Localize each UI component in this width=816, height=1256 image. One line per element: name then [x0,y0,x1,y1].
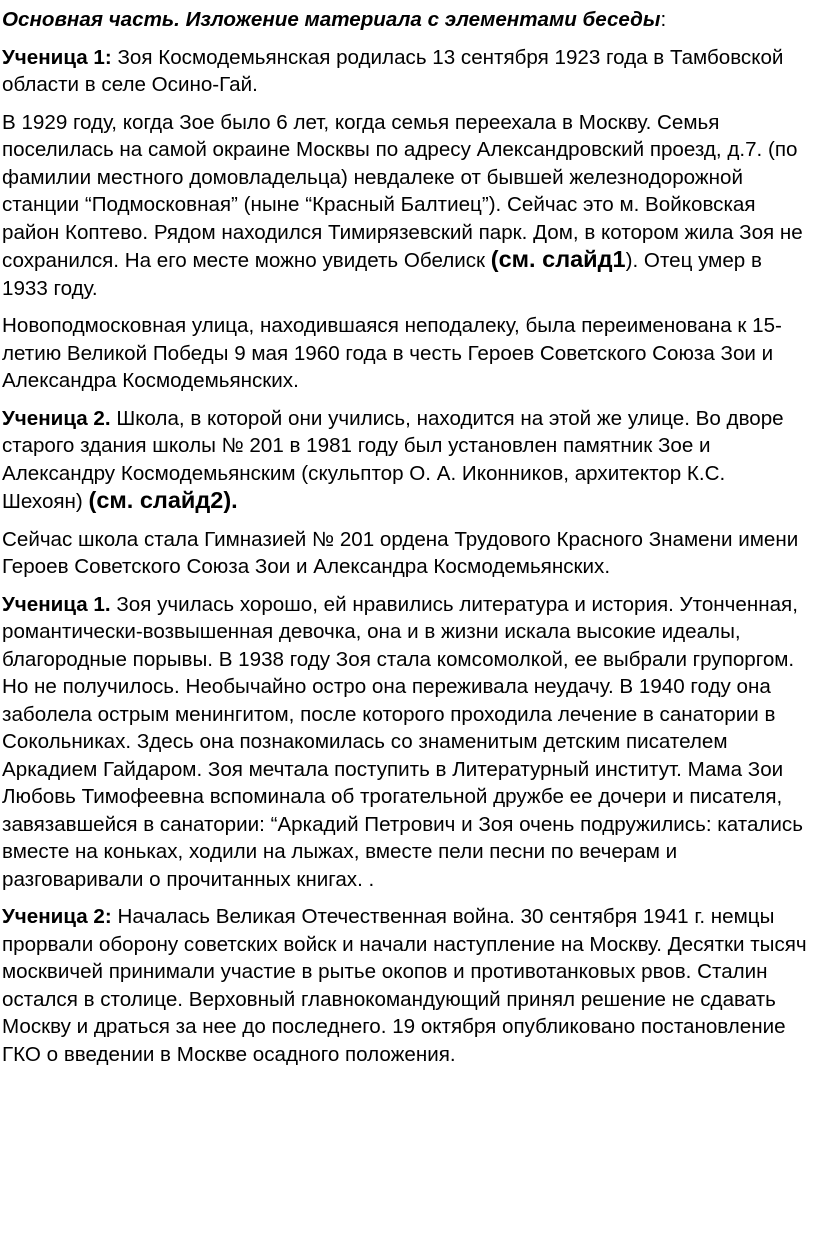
paragraph-5 [2,526,808,581]
paragraph-text: Сейчас школа стала Гимназией № 201 ордена Трудового Красного Знамени имени Героев Советского Союза Зои и Александра Космодемьянских. [2,527,799,578]
paragraph-6 [2,591,808,894]
paragraph-3 [2,312,808,395]
speaker-label: Ученица 2. [2,406,111,430]
paragraph-text-continued: ). Отец умер в 1933 году. [2,249,762,300]
paragraph-text: Началась Великая Отечественная война. 30 сентября 1941 г. немцы прорвали оборону советских войск и начали наступление на Москву. Десятки тысяч москвичей принимали участие в рытье окопов и противотанковых рвов. Сталин остался в столице. Верховный главнокомандующий принял решение не сдавать Москву и драться за нее до последнего. 19 октября опубликовано постановление ГКО о введении в Москве осадного положения. [2,905,807,1066]
paragraph-text: Зоя училась хорошо, ей нравились литература и история. Утонченная, романтически-возвышенная девочка, она и в жизни искала высокие идеалы, благородные порывы. В 1938 году Зоя стала комсомолкой, ее выбрали групоргом. Но не получилось. Необычайно остро она переживала неудачу. В 1940 году она заболела острым менингитом, после которого проходила лечение в санатории в Сокольниках. Здесь она познакомилась со знаменитым детским писателем Аркадием Гайдаром. Зоя мечтала поступить в Литературный институт. Мама Зои Любовь Тимофеевна вспоминала об трогательной дружбе ее дочери и писателя, завязавшейся в санатории: “Аркадий Петрович и Зоя очень подружились: катались вместе на коньках, ходили на лыжах, вместе пели песни по вечерам и разговаривали о прочитанных книгах. . [2,592,803,891]
paragraph-text: Зоя Космодемьянская родилась 13 сентября 1923 года в Тамбовской области в селе Осино-Гай. [2,45,784,96]
section-heading [2,6,808,34]
slide-reference: (см. слайд2). [88,487,238,513]
speaker-label: Ученица 1. [2,592,111,616]
section-heading-text: Основная часть. Изложение материала с элементами беседы [2,8,661,31]
paragraph-4 [2,405,808,516]
speaker-label: Ученица 1: [2,45,112,69]
speaker-label: Ученица 2: [2,905,112,928]
slide-reference: (см. слайд1 [490,246,626,272]
paragraph-text: В 1929 году, когда Зое было 6 лет, когда семья переехала в Москву. Семья поселилась на самой окраине Москвы по адресу Александровский проезд, д.7. (по фамилии местного домовладельца) невдалеке от бывшей железнодорожной станции “Подмосковная” (ныне “Красный Балтиец”). Сейчас это м. Войковская район Коптево. Рядом находился Тимирязевский парк. Дом, в котором жила Зоя не сохранился. На его месте можно увидеть Обелиск [2,110,803,272]
paragraph-2 [2,109,808,303]
paragraph-1 [2,44,808,99]
paragraph-7 [2,903,808,1068]
paragraph-text: Школа, в которой они учились, находится на этой же улице. Во дворе старого здания школы № 201 в 1981 году был установлен памятник Зое и Александру Космодемьянским (скульптор О. А. Иконников, архитектор К.С. Шехоян) [2,406,784,513]
paragraph-text: Новоподмосковная улица, находившаяся неподалеку, была переименована к 15-летию Великой Победы 9 мая 1960 года в честь Героев Советского Союза Зои и Александра Космодемьянских. [2,314,782,392]
section-heading-colon: : [660,8,667,31]
